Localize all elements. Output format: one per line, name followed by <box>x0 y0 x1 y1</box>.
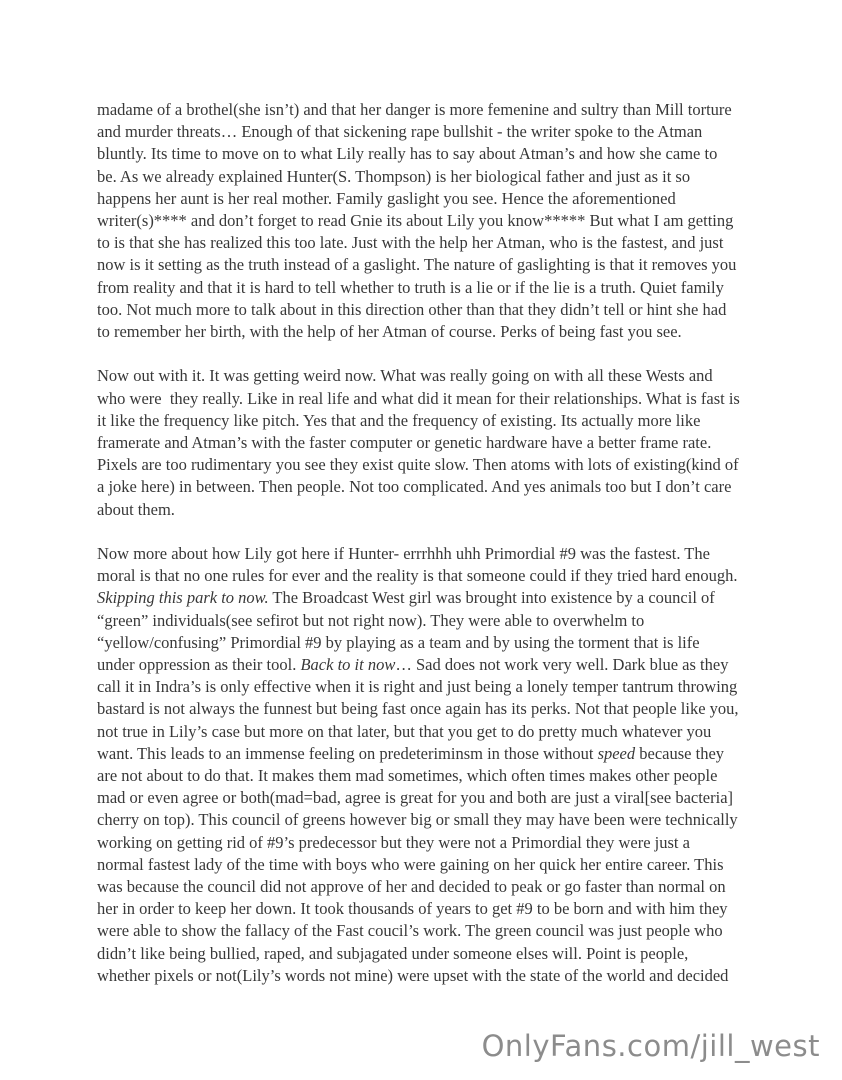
text-line <box>97 854 759 876</box>
text-segment: normal fastest lady of the time with boys who were gaining on her quick her entire career. This <box>97 854 724 874</box>
text-segment: working on getting rid of #9’s predecessor but they were not a Primordial they were just a <box>97 832 690 852</box>
text-segment: bastard is not always the funnest but being fast once again has its perks. Not that people like you, <box>97 699 739 719</box>
text-segment: want. This leads to an immense feeling on predeteriminsm in those without <box>97 743 598 763</box>
text-segment: whether pixels or not(Lily’s words not mine) were upset with the state of the world and decided <box>97 965 729 985</box>
text-segment: who were they really. Like in real life and what did it mean for their relationships. What is fast is <box>97 388 740 408</box>
text-segment: a joke here) in between. Then people. Not too complicated. And yes animals too but I don’t care <box>97 477 732 497</box>
text-segment: to is that she has realized this too late. Just with the help her Atman, who is the fastest, and just <box>97 233 724 253</box>
text-line <box>97 610 759 632</box>
text-line <box>97 587 759 609</box>
text-line <box>97 965 759 987</box>
paragraph <box>97 543 759 987</box>
text-segment: “green” individuals(see sefirot but not right now). They were able to overwhelm to <box>97 610 645 630</box>
text-line <box>97 876 759 898</box>
text-line <box>97 787 759 809</box>
text-line <box>97 188 759 210</box>
italic-text-segment: Back to it now <box>300 655 396 675</box>
text-segment: madame of a brothel(she isn’t) and that her danger is more femenine and sultry than Mill torture <box>97 100 732 119</box>
text-line <box>97 809 759 831</box>
text-segment: happens her aunt is her real mother. Family gaslight you see. Hence the aforementioned <box>97 188 676 208</box>
text-line <box>97 166 759 188</box>
text-line <box>97 920 759 942</box>
text-line <box>97 698 759 720</box>
text-segment: cherry on top). This council of greens however big or small they may have been were technically <box>97 810 738 830</box>
text-line <box>97 410 759 432</box>
text-line <box>97 210 759 232</box>
text-line <box>97 365 759 387</box>
text-segment: call it in Indra’s is only effective when it is right and just being a lonely temper tantrum throwing <box>97 677 738 697</box>
text-line <box>97 277 759 299</box>
text-segment: too. Not much more to talk about in this direction other than that they didn’t tell or hint she had <box>97 299 727 319</box>
text-segment: her in order to keep her down. It took thousands of years to get #9 to be born and with him they <box>97 899 728 919</box>
document-body <box>97 99 759 1009</box>
text-segment: bluntly. Its time to move on to what Lily really has to say about Atman’s and how she came to <box>97 144 718 164</box>
text-line <box>97 476 759 498</box>
text-segment: Now more about how Lily got here if Hunter- errrhhh uhh Primordial #9 was the fastest. The <box>97 544 710 564</box>
text-segment: didn’t like being bullied, raped, and subjagated under someone elses will. Point is people, <box>97 943 689 963</box>
text-segment: now is it setting as the truth instead of a gaslight. The nature of gaslighting is that it removes you <box>97 255 737 275</box>
text-line <box>97 388 759 410</box>
italic-text-segment: Skipping this park to now. <box>97 588 269 608</box>
text-segment: because they <box>635 743 725 763</box>
text-line <box>97 321 759 343</box>
watermark: OnlyFans.com/jill_west <box>481 1029 820 1063</box>
paragraph <box>97 365 759 520</box>
text-segment: about them. <box>97 499 175 519</box>
text-segment: framerate and Atman’s with the faster computer or genetic hardware have a better frame rate. <box>97 433 712 453</box>
text-segment: Now out with it. It was getting weird now. What was really going on with all these Wests and <box>97 366 713 386</box>
text-segment: “yellow/confusing” Primordial #9 by playing as a team and by using the torment that is life <box>97 632 700 652</box>
text-line <box>97 832 759 854</box>
text-segment: under oppression as their tool. <box>97 655 301 675</box>
text-line <box>97 299 759 321</box>
text-line <box>97 721 759 743</box>
text-line <box>97 499 759 521</box>
text-line <box>97 654 759 676</box>
text-line <box>97 743 759 765</box>
text-segment: was because the council did not approve of her and decided to peak or go faster than normal on <box>97 877 726 897</box>
text-segment: mad or even agree or both(mad=bad, agree is great for you and both are just a viral[see bacteria] <box>97 788 734 808</box>
italic-text-segment: speed <box>597 743 636 763</box>
text-line <box>97 565 759 587</box>
text-line <box>97 232 759 254</box>
text-segment: to remember her birth, with the help of her Atman of course. Perks of being fast you see. <box>97 322 682 342</box>
text-segment: moral is that no one rules for ever and the reality is that someone could if they tried hard enough. <box>97 566 738 586</box>
text-segment: … Sad does not work very well. Dark blue as they <box>395 655 729 675</box>
text-line <box>97 898 759 920</box>
text-segment: be. As we already explained Hunter(S. Thompson) is her biological father and just as it so <box>97 166 691 186</box>
text-segment: it like the frequency like pitch. Yes that and the frequency of existing. Its actually more like <box>97 410 701 430</box>
text-segment: were able to show the fallacy of the Fast coucil’s work. The green council was just people who <box>97 921 723 941</box>
text-line <box>97 676 759 698</box>
text-line <box>97 432 759 454</box>
text-line <box>97 254 759 276</box>
text-line <box>97 543 759 565</box>
text-segment: are not about to do that. It makes them mad sometimes, which often times makes other people <box>97 766 718 786</box>
text-line <box>97 99 759 121</box>
text-line <box>97 454 759 476</box>
text-segment: The Broadcast West girl was brought into existence by a council of <box>268 588 715 608</box>
text-segment: not true in Lily’s case but more on that later, but that you get to do pretty much whatever you <box>97 721 712 741</box>
paragraph <box>97 99 759 343</box>
text-line <box>97 143 759 165</box>
text-line <box>97 943 759 965</box>
text-segment: Pixels are too rudimentary you see they exist quite slow. Then atoms with lots of existing(kind of <box>97 455 739 475</box>
text-segment: writer(s)**** and don’t forget to read Gnie its about Lily you know***** But what I am getting <box>97 211 734 231</box>
text-segment: from reality and that it is hard to tell whether to truth is a lie or if the lie is a truth. Quiet family <box>97 277 724 297</box>
text-line <box>97 765 759 787</box>
text-segment: and murder threats… Enough of that sickening rape bullshit - the writer spoke to the Atman <box>97 122 703 142</box>
text-line <box>97 632 759 654</box>
text-line <box>97 121 759 143</box>
